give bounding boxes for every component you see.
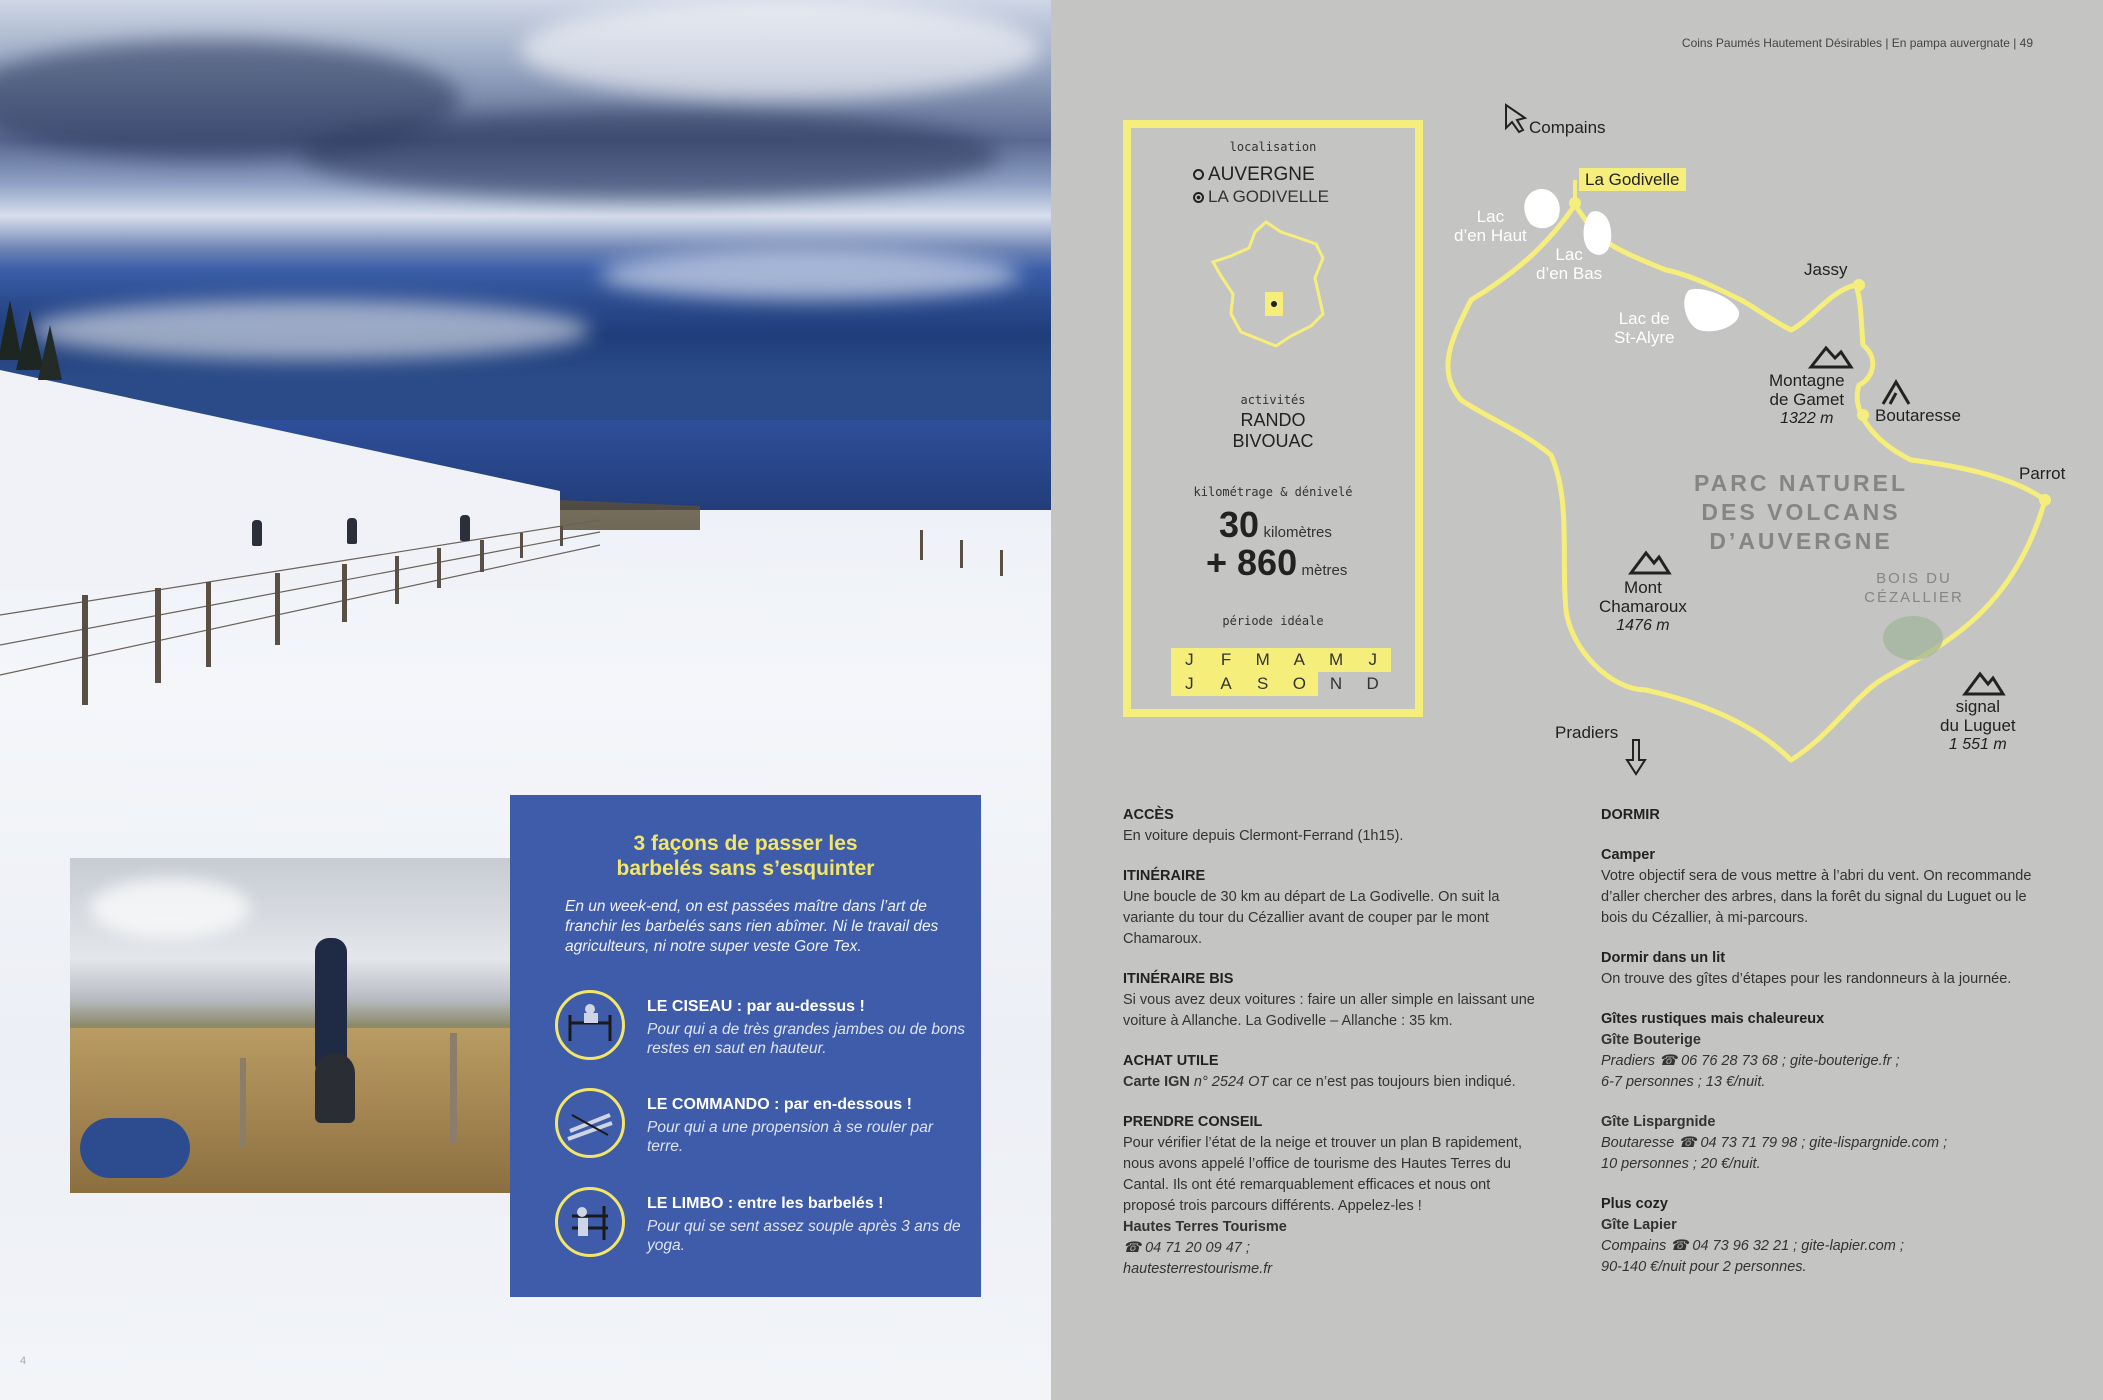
distance-value: 30: [1219, 504, 1260, 545]
bois-line2: CÉZALLIER: [1864, 589, 1964, 606]
map-label-boutaresse: Boutaresse: [1875, 406, 1961, 425]
left-page-photo: [0, 0, 1051, 1400]
lac-bas-line1: Lac: [1555, 245, 1583, 264]
boutaresse-point: [1857, 409, 1869, 421]
pine-trees: [0, 300, 70, 390]
crawl-under-icon: [555, 1088, 625, 1158]
lit-text: On trouve des gîtes d’étapes pour les randonneurs à la journée.: [1601, 971, 2012, 987]
town-text: LA GODIVELLE: [1208, 187, 1329, 206]
cloud: [90, 878, 250, 938]
gamet-line1: Montagne: [1769, 371, 1845, 390]
gamet-line2: de Gamet: [1769, 390, 1845, 409]
tip-title: LE COMMANDO : par en-dessous !: [647, 1096, 912, 1113]
gite3-price: 90-140 €/nuit pour 2 personnes.: [1601, 1259, 1807, 1275]
activity-rando: RANDO: [1240, 410, 1306, 430]
target-dot-icon: [1193, 192, 1204, 203]
barbed-wire-fence: [0, 500, 1051, 720]
park-line2: DES VOLCANS: [1701, 499, 1901, 525]
accommodation-column: [1601, 805, 2041, 1297]
label-activites: activités: [1240, 393, 1306, 407]
itineraire-heading: ITINÉRAIRE: [1123, 868, 1206, 884]
godivelle-point: [1569, 197, 1581, 209]
gite2-name: Gîte Lispargnide: [1601, 1114, 1716, 1130]
park-line1: PARC NATUREL: [1693, 470, 1909, 496]
gite1-price: 6-7 personnes ; 13 €/nuit.: [1601, 1074, 1766, 1090]
tips-title-line1: 3 façons de passer les: [633, 832, 858, 855]
right-page: [1051, 0, 2103, 1400]
arrow-down-icon: [1627, 740, 1645, 774]
elevation-unit: mètres: [1301, 562, 1348, 579]
tip-desc: Pour qui se sent assez souple après 3 ans de yoga.: [647, 1218, 961, 1254]
hiker: [347, 518, 357, 544]
region-name: [1193, 164, 1315, 186]
tip-desc: Pour qui a une propension à se rouler par terre.: [647, 1119, 934, 1155]
cloud: [30, 300, 590, 360]
backpack: [80, 1118, 190, 1178]
region-text: AUVERGNE: [1208, 164, 1315, 185]
tips-intro: En un week-end, on est passées maître dans l’art de franchir les barbelés sans rien abîmer. Ni le travail des agriculteurs, ni notre super veste Gore Tex.: [565, 898, 939, 955]
month-cell: J: [1354, 648, 1391, 672]
map-label-pradiers: Pradiers: [1555, 723, 1619, 742]
cloud: [600, 250, 1020, 300]
park-line3: D’AUVERGNE: [1709, 528, 1893, 554]
elevation-value: + 860: [1206, 542, 1298, 583]
achat-bold: Carte IGN: [1123, 1074, 1190, 1090]
gamet-mountain-icon: [1811, 348, 1851, 367]
itineraire-text: Une boucle de 30 km au départ de La Godivelle. On suit la variante du tour du Cézallier avant de couper par le mont Chamaroux.: [1123, 889, 1500, 947]
tips-title: [510, 831, 981, 881]
map-label-lac-haut: [1454, 207, 1527, 245]
gamet-altitude: 1322 m: [1780, 410, 1834, 427]
month-cell: A: [1281, 648, 1318, 672]
map-label-bois: [1849, 569, 1979, 607]
conseil-heading: PRENDRE CONSEIL: [1123, 1114, 1263, 1130]
tip-limbo: [555, 1187, 975, 1265]
month-cell: N: [1329, 674, 1343, 693]
fence-post: [240, 1058, 246, 1148]
label-localisation: localisation: [1229, 140, 1317, 154]
month-cell: F: [1208, 648, 1245, 672]
map-label-compains: Compains: [1529, 118, 1606, 137]
tip-ciseau: [555, 990, 975, 1068]
map-label-chamaroux: [1599, 578, 1687, 635]
practical-info-column: [1123, 805, 1543, 1299]
map-label-jassy: Jassy: [1804, 260, 1848, 279]
luguet-line2: du Luguet: [1940, 716, 2016, 735]
tip-title: LE LIMBO : entre les barbelés !: [647, 1195, 884, 1212]
gite1-name: Gîte Bouterige: [1601, 1032, 1701, 1048]
acces-heading: ACCÈS: [1123, 807, 1174, 823]
tips-box: [510, 795, 981, 1297]
month-cell: A: [1208, 672, 1245, 696]
hiker: [460, 515, 470, 541]
office-website: hautesterrestourisme.fr: [1123, 1261, 1273, 1277]
chamaroux-mountain-icon: [1631, 553, 1669, 573]
lac-haut-line1: Lac: [1476, 207, 1505, 226]
itineraire-bis-heading: ITINÉRAIRE BIS: [1123, 971, 1234, 987]
months-row-1: [1171, 648, 1391, 672]
gite3-name: Gîte Lapier: [1601, 1217, 1677, 1233]
camper-heading: Camper: [1601, 847, 1655, 863]
gite2-price: 10 personnes ; 20 €/nuit.: [1601, 1156, 1761, 1172]
dormir-heading: DORMIR: [1601, 807, 1660, 823]
gite1-contact: Pradiers ☎ 06 76 28 73 68 ; gite-bouterige.fr ;: [1601, 1053, 1900, 1069]
month-cell: M: [1318, 648, 1355, 672]
map-label-lac-bas: [1536, 245, 1602, 283]
month-cell: S: [1244, 672, 1281, 696]
limbo-icon: [555, 1187, 625, 1257]
chamaroux-line1: Mont: [1624, 578, 1662, 597]
lac-alyre-line2: St-Alyre: [1614, 328, 1675, 347]
lit-heading: Dormir dans un lit: [1601, 950, 1726, 966]
chamaroux-line2: Chamaroux: [1599, 597, 1687, 616]
month-cell: J: [1171, 648, 1208, 672]
map-label-parrot: Parrot: [2019, 464, 2066, 483]
month-cell: J: [1171, 672, 1208, 696]
map-label-godivelle: La Godivelle: [1579, 168, 1686, 191]
gite3-contact: Compains ☎ 04 73 96 32 21 ; gite-lapier.com ;: [1601, 1238, 1904, 1254]
hiker: [252, 520, 262, 546]
circle-icon: [1193, 169, 1204, 180]
month-cell: D: [1366, 674, 1379, 693]
luguet-line1: signal: [1955, 697, 2001, 716]
luguet-mountain-icon: [1965, 674, 2003, 694]
activity-bivouac: BIVOUAC: [1232, 431, 1314, 451]
distance: [1219, 504, 1332, 546]
achat-italic: n° 2524 OT: [1189, 1074, 1269, 1090]
conseil-text: Pour vérifier l’état de la neige et trouver un plan B rapidement, nous avons appelé l’office de tourisme des Hautes Terres du Cantal. Ils ont été remarquablement efficaces et nous ont proposé trois parcours différents. Appelez-les !: [1123, 1135, 1522, 1214]
achat-rest: car ce n’est pas toujours bien indiqué.: [1268, 1074, 1516, 1090]
cozy-heading: Plus cozy: [1601, 1196, 1668, 1212]
parrot-point: [2039, 494, 2051, 506]
fence-jump-icon: [555, 990, 625, 1060]
camper-text: Votre objectif sera de vous mettre à l’abri du vent. On recommande d’aller chercher des arbres, dans la forêt du signal du Luguet ou le bois du Cézallier, à mi-parcours.: [1601, 868, 2032, 926]
itineraire-bis-text: Si vous avez deux voitures : faire un aller simple en laissant une voiture à Allanche. La Godivelle – Allanche : 35 km.: [1123, 992, 1535, 1029]
tips-title-line2: barbelés sans s’esquinter: [616, 857, 875, 880]
jassy-point: [1853, 279, 1865, 291]
elevation: [1206, 542, 1347, 584]
gites-heading: Gîtes rustiques mais chaleureux: [1601, 1011, 1825, 1027]
map-label-gamet: [1769, 371, 1845, 428]
month-cell: M: [1244, 648, 1281, 672]
gite2-contact: Boutaresse ☎ 04 73 71 79 98 ; gite-lispargnide.com ;: [1601, 1135, 1948, 1151]
label-periode: période idéale: [1222, 614, 1324, 628]
lac-bas-line2: d’en Bas: [1536, 264, 1603, 283]
fence-post: [450, 1033, 457, 1143]
label-kilometrage: kilométrage & dénivelé: [1193, 485, 1353, 499]
months-row-2: [1171, 672, 1391, 696]
month-cell: O: [1281, 672, 1318, 696]
town-name: [1193, 187, 1329, 207]
inset-photo-hikers: [70, 858, 532, 1193]
cloud: [520, 0, 1040, 100]
luguet-altitude: 1 551 m: [1948, 736, 2007, 753]
achat-text: [1123, 1072, 1543, 1093]
france-map-icon: [1211, 218, 1331, 358]
achat-heading: ACHAT UTILE: [1123, 1053, 1219, 1069]
tip-desc: Pour qui a de très grandes jambes ou de bons restes en saut en hauteur.: [647, 1021, 965, 1057]
office-name: Hautes Terres Tourisme: [1123, 1219, 1287, 1235]
tip-commando: [555, 1088, 975, 1166]
map-label-lac-alyre: [1614, 309, 1674, 347]
distance-unit: kilomètres: [1263, 524, 1332, 541]
wood-patch: [1883, 616, 1943, 660]
map-label-luguet: [1940, 697, 2016, 754]
arrow-up-icon: [1506, 105, 1525, 132]
lac-haut-line2: d’en Haut: [1454, 226, 1527, 245]
bois-line1: BOIS DU: [1876, 570, 1952, 587]
lac-alyre-line1: Lac de: [1618, 309, 1670, 328]
tip-title: LE CISEAU : par au-dessus !: [647, 998, 865, 1015]
office-phone: ☎ 04 71 20 09 47 ;: [1123, 1240, 1250, 1256]
acces-text: En voiture depuis Clermont-Ferrand (1h15).: [1123, 828, 1404, 844]
hiker-crouching: [315, 1053, 355, 1123]
localisation-box: [1123, 120, 1423, 717]
cloud: [300, 110, 1000, 200]
running-head: Coins Paumés Hautement Désirables | En pampa auvergnate | 49: [1681, 36, 2033, 50]
corner-mark: 4: [20, 1355, 27, 1367]
chamaroux-altitude: 1476 m: [1616, 617, 1670, 634]
park-name: [1681, 469, 1921, 556]
lake-haut: [1524, 189, 1560, 228]
months-calendar: [1171, 648, 1391, 696]
